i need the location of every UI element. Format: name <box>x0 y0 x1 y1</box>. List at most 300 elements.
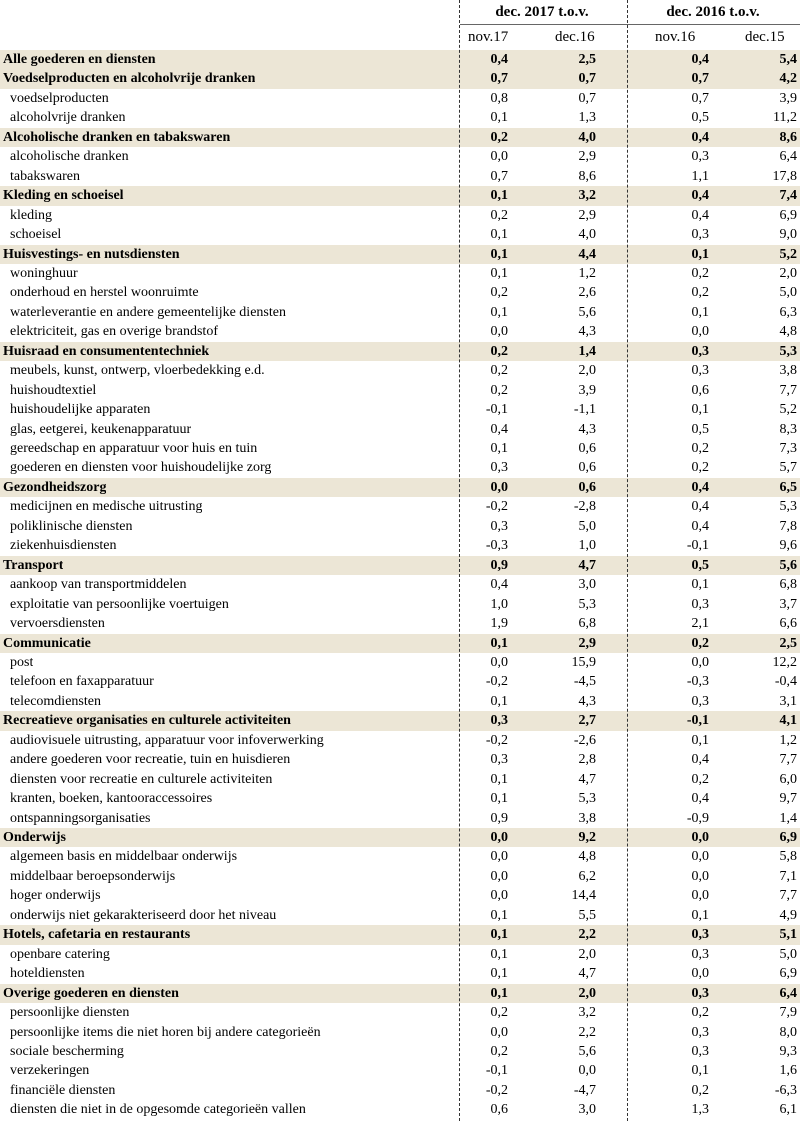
cell-value: 1,3 <box>578 110 596 126</box>
cell-value: 0,1 <box>490 304 508 320</box>
cell-value: 6,9 <box>779 966 797 982</box>
row-label: kleding <box>10 207 52 223</box>
row-label: goederen en diensten voor huishoudelijke zorg <box>10 460 272 476</box>
cell-value: 0,7 <box>490 71 508 87</box>
cell-value: 14,4 <box>571 888 596 904</box>
cell-value: 8,6 <box>578 168 596 184</box>
row-label: Transport <box>3 557 64 573</box>
cell-value: 5,2 <box>779 402 797 418</box>
cell-value: 0,3 <box>691 946 709 962</box>
cell-value: 3,8 <box>578 810 596 826</box>
cell-value: -0,2 <box>485 1082 508 1098</box>
row-label: Overige goederen en diensten <box>3 985 179 1001</box>
cell-value: 3,9 <box>779 90 797 106</box>
cell-value: 0,2 <box>490 285 508 301</box>
cell-value: 3,0 <box>578 577 596 593</box>
cell-value: 0,2 <box>490 129 508 145</box>
cell-value: 0,1 <box>490 110 508 126</box>
cell-value: -0,1 <box>485 402 508 418</box>
total-row <box>0 50 800 69</box>
cell-value: 0,1 <box>490 791 508 807</box>
row-label: medicijnen en medische uitrusting <box>10 499 203 515</box>
row-label: Alcoholische dranken en tabakswaren <box>3 129 231 145</box>
cell-value: 0,4 <box>490 577 508 593</box>
row-label: onderhoud en herstel woonruimte <box>10 285 199 301</box>
cell-value: 0,1 <box>490 227 508 243</box>
cell-value: 5,3 <box>578 791 596 807</box>
row-label: algemeen basis en middelbaar onderwijs <box>10 849 238 865</box>
cell-value: 0,2 <box>490 343 508 359</box>
cell-value: 0,1 <box>490 246 508 262</box>
cell-value: 0,4 <box>691 479 709 495</box>
cell-value: 0,1 <box>691 402 709 418</box>
cell-value: 0,0 <box>691 324 709 340</box>
cell-value: -0,3 <box>485 538 508 554</box>
col-header-nov17: nov.17 <box>468 29 509 45</box>
column-divider-left <box>459 0 460 1121</box>
cell-value: 6,4 <box>779 985 797 1001</box>
row-label: ontspanningsorganisaties <box>10 810 151 826</box>
cell-value: 2,5 <box>578 52 596 67</box>
cell-value: 0,4 <box>691 499 709 515</box>
cell-value: 5,3 <box>578 596 596 612</box>
cell-value: 0,0 <box>490 479 508 495</box>
cell-value: 2,2 <box>578 927 596 943</box>
cell-value: 0,5 <box>691 110 709 126</box>
cell-value: 4,7 <box>578 771 596 787</box>
cell-value: 2,1 <box>691 616 709 632</box>
cell-value: 15,9 <box>571 654 596 670</box>
row-label: gereedschap en apparatuur voor huis en tuin <box>10 441 258 456</box>
cell-value: 0,2 <box>691 1082 709 1098</box>
cell-value: 5,6 <box>578 304 596 320</box>
cell-value: 3,0 <box>578 1102 596 1118</box>
table-row <box>0 303 800 322</box>
cell-value: 0,1 <box>490 635 508 651</box>
cell-value: 0,3 <box>691 343 709 359</box>
row-label: Gezondheidszorg <box>3 479 107 495</box>
cell-value: 0,2 <box>691 635 709 651</box>
category-row <box>0 186 800 205</box>
cell-value: 2,7 <box>578 713 596 729</box>
cell-value: 4,2 <box>779 71 797 87</box>
cell-value: 2,0 <box>578 363 596 379</box>
cell-value: 2,9 <box>578 149 596 165</box>
cell-value: 0,0 <box>578 1063 596 1079</box>
cell-value: 4,8 <box>779 324 797 340</box>
cell-value: 0,4 <box>691 752 709 768</box>
col-header-nov16: nov.16 <box>655 29 696 45</box>
cell-value: 0,7 <box>691 71 709 87</box>
table-row <box>0 147 800 166</box>
cell-value: 4,1 <box>779 713 797 729</box>
cell-value: 0,3 <box>691 149 709 165</box>
category-row <box>0 828 800 847</box>
cell-value: 0,1 <box>490 985 508 1001</box>
cell-value: 0,3 <box>691 1024 709 1040</box>
cell-value: 0,0 <box>691 868 709 884</box>
category-row <box>0 69 800 88</box>
cell-value: 2,6 <box>578 285 596 301</box>
row-label: post <box>10 654 34 670</box>
cell-value: 9,7 <box>779 791 797 807</box>
row-label: woninghuur <box>10 265 78 281</box>
table-row <box>0 672 800 691</box>
row-label: huishoudelijke apparaten <box>10 402 151 418</box>
cell-value: 0,1 <box>691 304 709 320</box>
cell-value: 6,8 <box>578 616 596 632</box>
row-label: Huisraad en consumententechniek <box>3 343 210 359</box>
cell-value: 3,1 <box>779 693 797 709</box>
cell-value: 0,2 <box>490 363 508 379</box>
row-label: Voedselproducten en alcoholvrije dranken <box>3 71 256 87</box>
table-row <box>0 867 800 886</box>
cell-value: 0,0 <box>691 654 709 670</box>
cell-value: 0,1 <box>490 693 508 709</box>
cell-value: -4,7 <box>573 1082 596 1098</box>
cell-value: 2,9 <box>578 207 596 223</box>
cell-value: 0,0 <box>490 654 508 670</box>
table-row <box>0 264 800 283</box>
row-label: telefoon en faxapparatuur <box>10 674 154 690</box>
table-row <box>0 1023 800 1042</box>
row-label: andere goederen voor recreatie, tuin en huisdieren <box>10 752 291 768</box>
cell-value: 0,1 <box>691 1063 709 1079</box>
cell-value: 6,6 <box>779 616 797 632</box>
cell-value: 0,2 <box>490 207 508 223</box>
cell-value: 0,2 <box>490 1043 508 1059</box>
table-row <box>0 361 800 380</box>
cell-value: 0,0 <box>490 324 508 340</box>
cell-value: 0,1 <box>490 441 508 456</box>
cell-value: 7,3 <box>779 441 797 456</box>
cell-value: 0,1 <box>490 771 508 787</box>
row-label: vervoersdiensten <box>10 616 105 632</box>
cell-value: 0,0 <box>490 849 508 865</box>
row-label: aankoop van transportmiddelen <box>10 577 187 593</box>
cell-value: 6,8 <box>779 577 797 593</box>
cell-value: 0,3 <box>490 460 508 476</box>
header-group-dec-2017: dec. 2017 t.o.v. <box>495 4 589 20</box>
row-label: alcoholvrije dranken <box>10 110 126 126</box>
cell-value: 3,7 <box>779 596 797 612</box>
cell-value: -2,6 <box>573 732 596 748</box>
cell-value: 2,0 <box>578 985 596 1001</box>
cell-value: 0,0 <box>691 888 709 904</box>
cell-value: 0,6 <box>578 460 596 476</box>
cell-value: 6,0 <box>779 771 797 787</box>
category-row <box>0 245 800 264</box>
cell-value: 2,2 <box>578 1024 596 1040</box>
cell-value: 6,2 <box>578 868 596 884</box>
table-row <box>0 420 800 439</box>
cell-value: 9,3 <box>779 1043 797 1059</box>
cell-value: 5,8 <box>779 849 797 865</box>
cell-value: -0,1 <box>686 713 709 729</box>
cell-value: 0,2 <box>691 1005 709 1021</box>
cell-value: 0,2 <box>691 771 709 787</box>
cell-value: 0,1 <box>691 732 709 748</box>
cell-value: 9,2 <box>578 830 596 845</box>
table-row <box>0 653 800 672</box>
table-row <box>0 1081 800 1100</box>
cell-value: 7,7 <box>779 382 797 398</box>
cell-value: 6,1 <box>779 1102 797 1118</box>
row-label: persoonlijke diensten <box>10 1005 130 1021</box>
table-row <box>0 536 800 555</box>
category-row <box>0 556 800 575</box>
cell-value: 6,5 <box>779 479 797 495</box>
cell-value: -2,8 <box>573 499 596 515</box>
table-row <box>0 731 800 750</box>
row-label: persoonlijke items die niet horen bij andere categorieën <box>10 1024 321 1040</box>
row-label: Huisvestings- en nutsdiensten <box>3 246 180 262</box>
cell-value: 4,7 <box>578 557 596 573</box>
row-label: alcoholische dranken <box>10 149 129 165</box>
table-row <box>0 847 800 866</box>
cell-value: 0,9 <box>490 810 508 826</box>
row-label: verzekeringen <box>10 1063 90 1079</box>
cell-value: 5,5 <box>578 907 596 923</box>
cell-value: 0,1 <box>691 577 709 593</box>
cell-value: 0,4 <box>490 52 508 67</box>
cell-value: 0,1 <box>490 966 508 982</box>
cell-value: 7,8 <box>779 518 797 534</box>
row-label: Hotels, cafetaria en restaurants <box>3 927 191 943</box>
row-label: audiovisuele uitrusting, apparatuur voor infoverwerking <box>10 732 324 748</box>
row-label: financiële diensten <box>10 1082 116 1098</box>
row-label: kranten, boeken, kantooraccessoires <box>10 791 213 807</box>
cell-value: 0,2 <box>490 382 508 398</box>
cell-value: 4,9 <box>779 907 797 923</box>
cell-value: 3,2 <box>578 188 596 204</box>
table-row <box>0 167 800 186</box>
row-label: meubels, kunst, ontwerp, vloerbedekking e.d. <box>10 363 265 379</box>
cell-value: 5,0 <box>578 518 596 534</box>
cell-value: -0,9 <box>686 810 709 826</box>
cell-value: 4,4 <box>578 246 596 262</box>
cell-value: 7,7 <box>779 888 797 904</box>
table-row <box>0 108 800 127</box>
table-row <box>0 89 800 108</box>
cell-value: 0,1 <box>490 927 508 943</box>
cell-value: 0,0 <box>691 849 709 865</box>
row-label: schoeisel <box>10 227 62 243</box>
cell-value: 0,7 <box>691 90 709 106</box>
cell-value: 1,2 <box>578 265 596 281</box>
table-row <box>0 575 800 594</box>
cell-value: 0,4 <box>691 129 709 145</box>
cell-value: 0,3 <box>490 752 508 768</box>
cell-value: 9,6 <box>779 538 797 554</box>
row-label: diensten voor recreatie en culturele activiteiten <box>10 771 273 787</box>
cell-value: 0,8 <box>490 90 508 106</box>
row-label: telecomdiensten <box>10 693 101 709</box>
table-row <box>0 789 800 808</box>
cell-value: 0,3 <box>691 227 709 243</box>
cell-value: -0,3 <box>686 674 709 690</box>
table-row <box>0 497 800 516</box>
cell-value: 0,4 <box>691 518 709 534</box>
cell-value: -1,1 <box>573 402 596 418</box>
cell-value: 0,1 <box>490 265 508 281</box>
cell-value: 0,1 <box>490 188 508 204</box>
cell-value: 0,6 <box>578 441 596 456</box>
cell-value: 2,8 <box>578 752 596 768</box>
row-label: diensten die niet in de opgesomde categorieën vallen <box>10 1102 306 1118</box>
table-row <box>0 692 800 711</box>
cell-value: 4,3 <box>578 324 596 340</box>
table-row <box>0 750 800 769</box>
cell-value: 0,7 <box>490 168 508 184</box>
cell-value: 0,0 <box>691 830 709 845</box>
row-label: glas, eetgerei, keukenapparatuur <box>10 421 192 437</box>
table-row <box>0 458 800 477</box>
row-label: Recreatieve organisaties en culturele activiteiten <box>3 713 291 729</box>
cell-value: 0,4 <box>691 207 709 223</box>
cell-value: 0,5 <box>691 557 709 573</box>
table-row <box>0 886 800 905</box>
cell-value: 0,4 <box>691 52 709 67</box>
cell-value: -0,1 <box>485 1063 508 1079</box>
cell-value: 1,2 <box>779 732 797 748</box>
table-row <box>0 595 800 614</box>
column-divider-middle <box>627 0 628 1121</box>
cell-value: 7,9 <box>779 1005 797 1021</box>
table-row <box>0 1061 800 1080</box>
col-header-dec16: dec.16 <box>555 29 595 45</box>
row-label: Kleding en schoeisel <box>3 188 124 204</box>
table-row <box>0 906 800 925</box>
table-row <box>0 770 800 789</box>
cell-value: 0,3 <box>691 596 709 612</box>
cell-value: 0,1 <box>490 946 508 962</box>
cell-value: 3,9 <box>578 382 596 398</box>
cell-value: 3,8 <box>779 363 797 379</box>
cell-value: 0,2 <box>691 285 709 301</box>
table-row <box>0 517 800 536</box>
cell-value: 1,0 <box>490 596 508 612</box>
cell-value: 0,0 <box>490 830 508 845</box>
cell-value: -6,3 <box>774 1082 797 1098</box>
cell-value: 8,0 <box>779 1024 797 1040</box>
cell-value: 0,1 <box>691 246 709 262</box>
table-row <box>0 225 800 244</box>
category-row <box>0 478 800 497</box>
cell-value: 0,3 <box>490 713 508 729</box>
category-row <box>0 984 800 1003</box>
cell-value: 11,2 <box>773 110 797 126</box>
cell-value: 4,0 <box>578 227 596 243</box>
cell-value: 0,2 <box>691 265 709 281</box>
cell-value: 9,0 <box>779 227 797 243</box>
cell-value: 4,8 <box>578 849 596 865</box>
cell-value: 0,3 <box>691 985 709 1001</box>
cell-value: 1,6 <box>779 1063 797 1079</box>
row-label: hoteldiensten <box>10 966 85 982</box>
row-label: Onderwijs <box>3 830 66 845</box>
row-label: elektriciteit, gas en overige brandstof <box>10 324 218 340</box>
cell-value: 8,6 <box>779 129 797 145</box>
category-row <box>0 634 800 653</box>
row-label: Alle goederen en diensten <box>3 52 156 67</box>
cell-value: 1,0 <box>578 538 596 554</box>
cell-value: 0,9 <box>490 557 508 573</box>
cell-value: -0,2 <box>485 499 508 515</box>
category-row <box>0 925 800 944</box>
cell-value: 5,2 <box>779 246 797 262</box>
cell-value: 0,5 <box>691 421 709 437</box>
cell-value: 1,4 <box>578 343 596 359</box>
row-label: tabakswaren <box>10 168 80 184</box>
cell-value: 17,8 <box>772 168 797 184</box>
table-row <box>0 322 800 341</box>
cell-value: 0,6 <box>578 479 596 495</box>
cell-value: 1,4 <box>779 810 797 826</box>
cell-value: 5,1 <box>779 927 797 943</box>
cell-value: 0,0 <box>490 149 508 165</box>
cell-value: 0,4 <box>490 421 508 437</box>
cell-value: 5,3 <box>779 343 797 359</box>
cell-value: 7,4 <box>779 188 797 204</box>
cell-value: 0,1 <box>691 907 709 923</box>
row-label: hoger onderwijs <box>10 888 101 904</box>
cell-value: 6,9 <box>779 207 797 223</box>
row-label: ziekenhuisdiensten <box>10 538 117 554</box>
category-row <box>0 128 800 147</box>
row-label: sociale bescherming <box>10 1043 124 1059</box>
cell-value: 12,2 <box>772 654 797 670</box>
col-header-dec15: dec.15 <box>745 29 785 45</box>
cell-value: 0,3 <box>691 927 709 943</box>
row-label: poliklinische diensten <box>10 518 133 534</box>
cell-value: 6,3 <box>779 304 797 320</box>
cell-value: 0,2 <box>691 460 709 476</box>
cell-value: 5,4 <box>779 52 797 67</box>
cell-value: 0,3 <box>691 363 709 379</box>
row-label: openbare catering <box>10 946 110 962</box>
cell-value: 0,2 <box>691 441 709 456</box>
row-label: exploitatie van persoonlijke voertuigen <box>10 596 229 612</box>
table-row <box>0 1042 800 1061</box>
cell-value: 0,3 <box>490 518 508 534</box>
cell-value: 5,0 <box>779 285 797 301</box>
cell-value: 0,0 <box>490 888 508 904</box>
cell-value: 5,3 <box>779 499 797 515</box>
cell-value: 5,6 <box>578 1043 596 1059</box>
header-divider <box>460 24 800 25</box>
cell-value: 0,0 <box>490 868 508 884</box>
cell-value: 0,2 <box>490 1005 508 1021</box>
cell-value: 0,6 <box>490 1102 508 1118</box>
cell-value: 2,5 <box>779 635 797 651</box>
row-label: Communicatie <box>3 635 91 651</box>
cell-value: 3,2 <box>578 1005 596 1021</box>
table-row <box>0 1003 800 1022</box>
cell-value: 5,7 <box>779 460 797 476</box>
table-row <box>0 283 800 302</box>
cell-value: -0,2 <box>485 674 508 690</box>
cell-value: 2,0 <box>779 265 797 281</box>
cell-value: 1,9 <box>490 616 508 632</box>
row-label: waterleverantie en andere gemeentelijke diensten <box>10 304 286 320</box>
row-label: voedselproducten <box>10 90 109 106</box>
cell-value: 4,0 <box>578 129 596 145</box>
header-group-dec-2016: dec. 2016 t.o.v. <box>666 4 760 20</box>
cell-value: 1,1 <box>691 168 709 184</box>
cell-value: 6,4 <box>779 149 797 165</box>
cell-value: 0,6 <box>691 382 709 398</box>
